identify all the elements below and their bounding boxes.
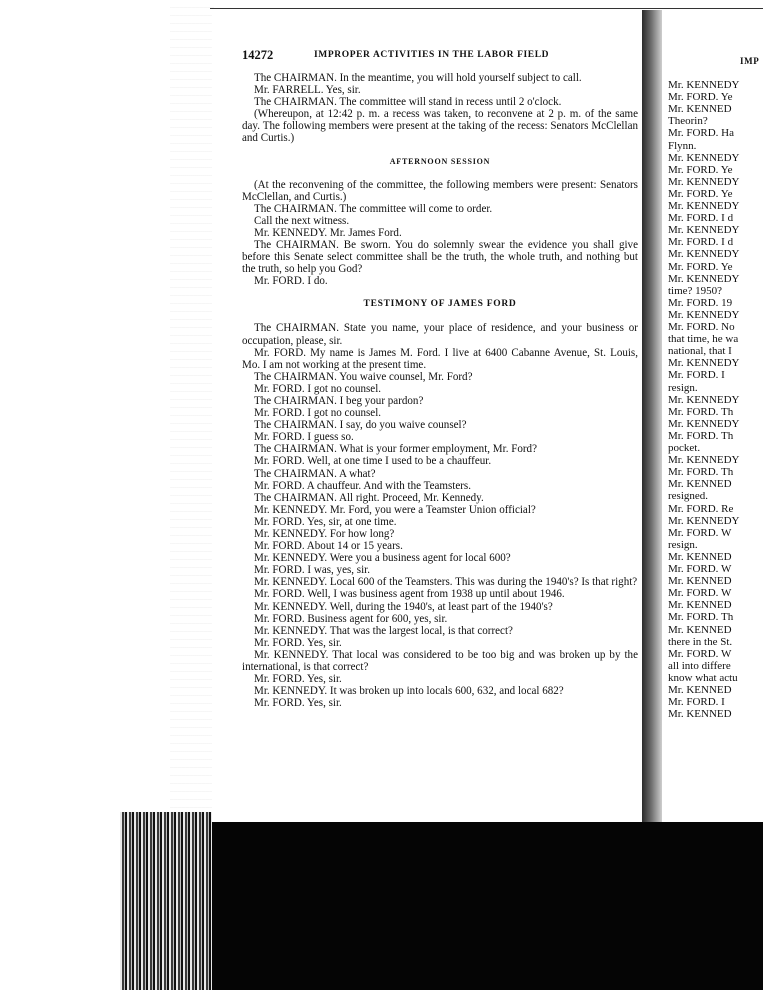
transcript-line: Mr. FORD. Yes, sir. bbox=[254, 697, 342, 710]
facing-page-line: Mr. FORD. 19 bbox=[668, 296, 733, 309]
transcript-line: Mr. KENNEDY. For how long? bbox=[254, 528, 395, 540]
facing-page-line: Mr. FORD. Th bbox=[668, 466, 734, 479]
facing-page-line: Mr. KENNED bbox=[668, 550, 732, 563]
transcript-line: Mr. KENNEDY. Local 600 of the Teamsters. This was during the 1940's? Is that right? bbox=[254, 576, 638, 589]
facing-page-line: Mr. FORD. I d bbox=[668, 236, 734, 249]
transcript-line: Mr. FORD. Yes, sir. bbox=[254, 673, 342, 686]
facing-page-line: national, that I bbox=[668, 345, 732, 358]
scan-bottom-shadow bbox=[212, 822, 763, 990]
facing-page-line: resign. bbox=[668, 381, 698, 394]
facing-page-line: Mr. FORD. Th bbox=[668, 405, 734, 418]
facing-page-line: Mr. FORD. W bbox=[668, 563, 732, 575]
facing-page-line: know what actu bbox=[668, 671, 738, 684]
facing-page-line: Mr. KENNEDY bbox=[668, 79, 740, 91]
transcript-line: The CHAIRMAN. You waive counsel, Mr. Ford? bbox=[254, 370, 473, 383]
section-gap bbox=[242, 168, 638, 179]
transcript-line: Mr. FORD. I got no counsel. bbox=[254, 382, 382, 395]
section-gap bbox=[242, 145, 638, 156]
transcript-line: Mr. FORD. My name is James M. Ford. I live at 6400 Cabanne Avenue, St. Louis, Mo. I am not working at the present time. bbox=[242, 346, 638, 371]
transcript-body bbox=[242, 72, 638, 709]
facing-page-line: Mr. FORD. W bbox=[668, 526, 732, 539]
facing-page-line: Mr. FORD. Ye bbox=[668, 260, 733, 273]
facing-page-line: Mr. KENNED bbox=[668, 575, 732, 588]
transcript-line: The CHAIRMAN. The committee will come to order. bbox=[254, 202, 493, 215]
facing-page-line: Mr. FORD. Re bbox=[668, 502, 734, 515]
facing-page-line: there in the St. bbox=[668, 635, 733, 648]
transcript-line: Mr. FORD. I got no counsel. bbox=[254, 407, 382, 420]
transcript-line: Mr. FORD. Yes, sir. bbox=[254, 636, 342, 649]
transcript-line: The CHAIRMAN. The committee will stand in recess until 2 o'clock. bbox=[254, 96, 562, 109]
facing-page-line: Flynn. bbox=[668, 139, 697, 152]
facing-page-line: Mr. KENNEDY bbox=[668, 272, 740, 285]
facing-page-line: Mr. KENNED bbox=[668, 103, 732, 116]
facing-page-line: resign. bbox=[668, 538, 698, 551]
transcript-line: Mr. KENNEDY. It was broken up into locals 600, 632, and local 682? bbox=[254, 685, 564, 698]
facing-page-line: Mr. KENNEDY bbox=[668, 417, 740, 430]
facing-page-line: Mr. FORD. I bbox=[668, 369, 725, 382]
facing-page-line: Mr. FORD. Ye bbox=[668, 187, 733, 200]
transcript-line: Mr. FORD. Yes, sir, at one time. bbox=[254, 515, 397, 528]
facing-page-line: Mr. KENNED bbox=[668, 623, 732, 636]
facing-page-line: time? 1950? bbox=[668, 284, 723, 297]
facing-page-line: Mr. KENNEDY bbox=[668, 248, 740, 261]
facing-page-line: Mr. KENNEDY bbox=[668, 200, 740, 212]
transcript-line: Mr. KENNEDY. That local was considered to be too big and was broken up by the international, is that correct? bbox=[242, 648, 638, 674]
facing-page bbox=[662, 10, 763, 822]
section-gap bbox=[242, 287, 638, 298]
transcript-line: Mr. FORD. Well, at one time I used to be a chauffeur. bbox=[254, 455, 492, 468]
transcript-line: (Whereupon, at 12:42 p. m. a recess was taken, to reconvene at 2 p. m. of the same day. The following members were present at the taking of the recess: Senators McClellan and Curtis.) bbox=[242, 108, 638, 145]
transcript-line: Mr. FORD. I was, yes, sir. bbox=[254, 564, 370, 577]
facing-page-line: Mr. KENNED bbox=[668, 478, 732, 491]
facing-page-line: Mr. KENNEDY bbox=[668, 308, 740, 321]
scan-bottom-left-edge bbox=[120, 812, 212, 990]
facing-page-line: Mr. KENNED bbox=[668, 599, 732, 612]
facing-page-header: IMP bbox=[740, 56, 760, 66]
transcript-line: The CHAIRMAN. I beg your pardon? bbox=[254, 394, 424, 407]
facing-page-line: Mr. FORD. Ye bbox=[668, 91, 733, 104]
facing-page-line: Theorin? bbox=[668, 115, 708, 128]
transcript-line: The CHAIRMAN. State you name, your place of residence, and your business or occupation, please, sir. bbox=[242, 322, 638, 347]
transcript-line: The CHAIRMAN. Be sworn. You do solemnly swear the evidence you shall give before this Senate select committee shall be the truth, the whole truth, and nothing but the truth, so help you God? bbox=[242, 239, 638, 276]
transcript-line: Mr. KENNEDY. Were you a business agent for local 600? bbox=[254, 552, 511, 565]
facing-page-line: Mr. FORD. Th bbox=[668, 429, 734, 442]
page-header bbox=[242, 46, 638, 64]
facing-page-line: Mr. FORD. W bbox=[668, 587, 732, 600]
document-page bbox=[212, 10, 643, 822]
facing-page-line: Mr. KENNEDY bbox=[668, 454, 740, 467]
transcript-line: Mr. KENNEDY. Mr. James Ford. bbox=[254, 226, 402, 239]
facing-page-line: resigned. bbox=[668, 490, 709, 503]
transcript-line: Mr. FORD. About 14 or 15 years. bbox=[254, 540, 403, 553]
transcript-line: Mr. FORD. I guess so. bbox=[254, 431, 354, 444]
facing-page-line: pocket. bbox=[668, 442, 701, 454]
facing-page-line: Mr. KENNEDY bbox=[668, 175, 740, 188]
transcript-line: Mr. FARRELL. Yes, sir. bbox=[254, 84, 361, 97]
transcript-line: Mr. KENNEDY. That was the largest local, is that correct? bbox=[254, 624, 513, 637]
facing-page-line: Mr. KENNEDY bbox=[668, 357, 740, 370]
facing-page-line: Mr. KENNEDY bbox=[668, 514, 740, 527]
transcript-line: Mr. FORD. Business agent for 600, yes, sir. bbox=[254, 612, 448, 625]
facing-page-line: Mr. FORD. Ye bbox=[668, 163, 733, 176]
facing-page-line: Mr. KENNEDY bbox=[668, 393, 740, 406]
facing-page-line: Mr. FORD. Ha bbox=[668, 127, 735, 140]
facing-page-line: Mr. FORD. I bbox=[668, 696, 725, 709]
facing-page-line: Mr. FORD. Th bbox=[668, 611, 734, 624]
transcript-line: The CHAIRMAN. I say, do you waive counsel? bbox=[254, 419, 467, 432]
transcript-line: (At the reconvening of the committee, the following members were present: Senators McClellan, and Curtis.) bbox=[242, 178, 638, 203]
facing-page-line: that time, he wa bbox=[668, 333, 739, 346]
transcript-line: Mr. FORD. Well, I was business agent from 1938 up until about 1946. bbox=[254, 588, 565, 601]
session-heading: AFTERNOON SESSION bbox=[389, 156, 491, 166]
transcript-line: The CHAIRMAN. A what? bbox=[254, 467, 376, 480]
facing-page-line: Mr. KENNED bbox=[668, 708, 732, 721]
transcript-line: The CHAIRMAN. In the meantime, you will hold yourself subject to call. bbox=[254, 72, 582, 84]
running-title: IMPROPER ACTIVITIES IN THE LABOR FIELD bbox=[314, 50, 550, 60]
transcript-line: The CHAIRMAN. What is your former employment, Mr. Ford? bbox=[254, 443, 537, 456]
page-number: 14272 bbox=[242, 48, 274, 62]
transcript-line: The CHAIRMAN. All right. Proceed, Mr. Kennedy. bbox=[254, 491, 484, 504]
facing-page-line: Mr. KENNED bbox=[668, 684, 732, 696]
testimony-heading: TESTIMONY OF JAMES FORD bbox=[363, 299, 517, 310]
transcript-line: Mr. FORD. I do. bbox=[254, 275, 328, 288]
facing-page-line: Mr. KENNEDY bbox=[668, 224, 740, 237]
transcript-line: Mr. KENNEDY. Mr. Ford, you were a Teamster Union official? bbox=[254, 503, 536, 516]
scan-top-edge bbox=[210, 8, 763, 9]
transcript-line: Mr. KENNEDY. Well, during the 1940's, at least part of the 1940's? bbox=[254, 600, 553, 613]
transcript-line: Call the next witness. bbox=[254, 214, 350, 227]
facing-page-line: Mr. FORD. W bbox=[668, 647, 732, 660]
facing-page-line: Mr. KENNEDY bbox=[668, 151, 740, 164]
facing-page-line: Mr. FORD. No bbox=[668, 321, 735, 333]
facing-page-line: all into differe bbox=[668, 659, 731, 672]
book-gutter bbox=[642, 10, 662, 822]
section-gap bbox=[242, 311, 638, 322]
facing-page-line: Mr. FORD. I d bbox=[668, 212, 734, 225]
transcript-line: Mr. FORD. A chauffeur. And with the Teamsters. bbox=[254, 479, 471, 492]
